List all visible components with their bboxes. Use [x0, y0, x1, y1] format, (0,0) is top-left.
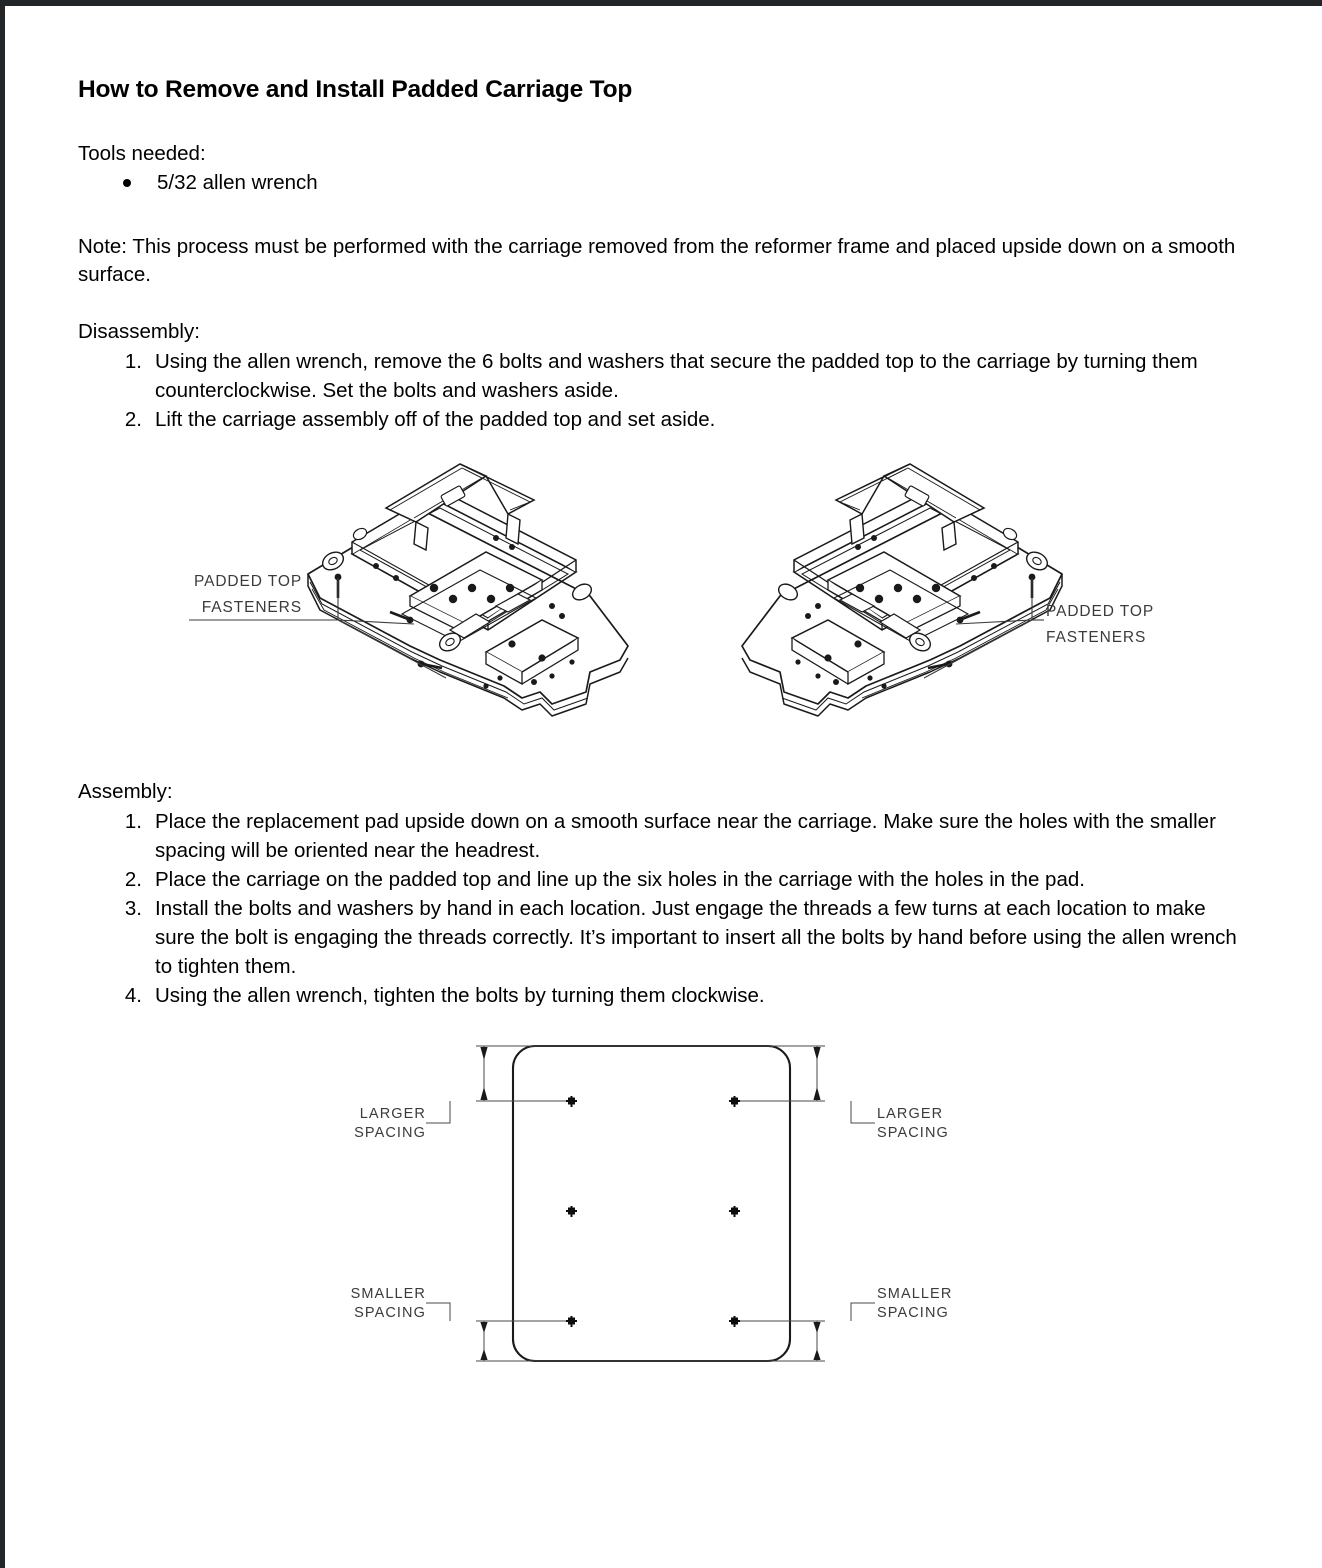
- fastener-label-left-line2: FASTENERS: [201, 599, 302, 617]
- bullet-icon: [123, 179, 131, 187]
- list-number: 2.: [124, 408, 142, 432]
- smaller-spacing-label-right-line1: SMALLER: [877, 1285, 953, 1302]
- list-item: [112, 807, 1243, 865]
- page-title: How to Remove and Install Padded Carriage Top: [78, 76, 633, 103]
- disassembly-heading: Disassembly:: [78, 320, 200, 344]
- step-text: Place the carriage on the padded top and line up the six holes in the carriage with the holes in the pad.: [155, 868, 1085, 892]
- carriage-drawings-svg: [78, 434, 1243, 734]
- carriage-figure-block: [78, 434, 1243, 734]
- step-text: Using the allen wrench, remove the 6 bolts and washers that secure the padded top to the carriage by turning them counterclockwise. Set the bolts and washers aside.: [155, 349, 1198, 402]
- spacer: [78, 734, 1243, 778]
- step-text: Place the replacement pad upside down on a smooth surface near the carriage. Make sure the holes with the smaller spacing will be oriented near the headrest.: [155, 809, 1216, 862]
- step-text: Lift the carriage assembly off of the padded top and set aside.: [155, 408, 716, 432]
- pad-figure-block: [78, 1011, 1243, 1411]
- fastener-label-left-line1: PADDED TOP: [194, 573, 303, 591]
- carriage-drawing-right: [742, 464, 1154, 716]
- smaller-spacing-label-left-line1: SMALLER: [350, 1285, 426, 1302]
- fastener-label-right-line2: FASTENERS: [1046, 629, 1147, 647]
- list-item: [112, 405, 1243, 434]
- larger-spacing-label-left-line2: SPACING: [354, 1124, 426, 1141]
- tools-heading: Tools needed:: [78, 142, 206, 166]
- step-text: Using the allen wrench, tighten the bolts by turning them clockwise.: [155, 984, 765, 1008]
- fastener-label-right-line1: PADDED TOP: [1046, 603, 1155, 621]
- carriage-isometric-figures: [78, 434, 1243, 734]
- step-text: Install the bolts and washers by hand in each location. Just engage the threads a few turns at each location to make sure the bolt is engaging the threads correctly. It’s important to insert all the bolts by hand before using the allen wrench to tighten them.: [155, 897, 1237, 979]
- list-number: 1.: [124, 809, 142, 833]
- tools-list: [78, 169, 1243, 198]
- larger-spacing-label-right-line2: SPACING: [877, 1124, 949, 1141]
- list-number: 2.: [124, 868, 142, 892]
- list-item: [112, 894, 1243, 981]
- list-item: [112, 981, 1243, 1010]
- list-item: [112, 865, 1243, 894]
- list-item: [112, 347, 1243, 405]
- assembly-list: [78, 807, 1243, 1011]
- smaller-spacing-label-right-line2: SPACING: [877, 1304, 949, 1321]
- larger-spacing-label-left-line1: LARGER: [359, 1105, 426, 1122]
- spacer: [78, 105, 1243, 140]
- list-item: [123, 169, 1243, 198]
- page-left-border: [0, 6, 5, 1568]
- list-number: 3.: [124, 897, 142, 921]
- larger-spacing-label-right-line1: LARGER: [877, 1105, 944, 1122]
- spacer: [78, 198, 1243, 233]
- page-top-border: [0, 0, 1322, 6]
- disassembly-list: [78, 347, 1243, 434]
- pad-hole-layout-svg: [78, 1011, 1243, 1411]
- document-content: [78, 74, 1243, 1411]
- tool-label: 5/32 allen wrench: [157, 171, 318, 195]
- assembly-heading: Assembly:: [78, 780, 173, 804]
- smaller-spacing-label-left-line2: SPACING: [354, 1304, 426, 1321]
- carriage-drawing-left: [189, 464, 628, 716]
- pad-outline: [513, 1046, 790, 1361]
- list-number: 4.: [124, 984, 142, 1008]
- list-number: 1.: [124, 349, 142, 373]
- process-note: Note: This process must be performed with the carriage removed from the reformer frame and placed upside down on a smooth surface.: [78, 234, 1236, 287]
- spacer: [78, 290, 1243, 318]
